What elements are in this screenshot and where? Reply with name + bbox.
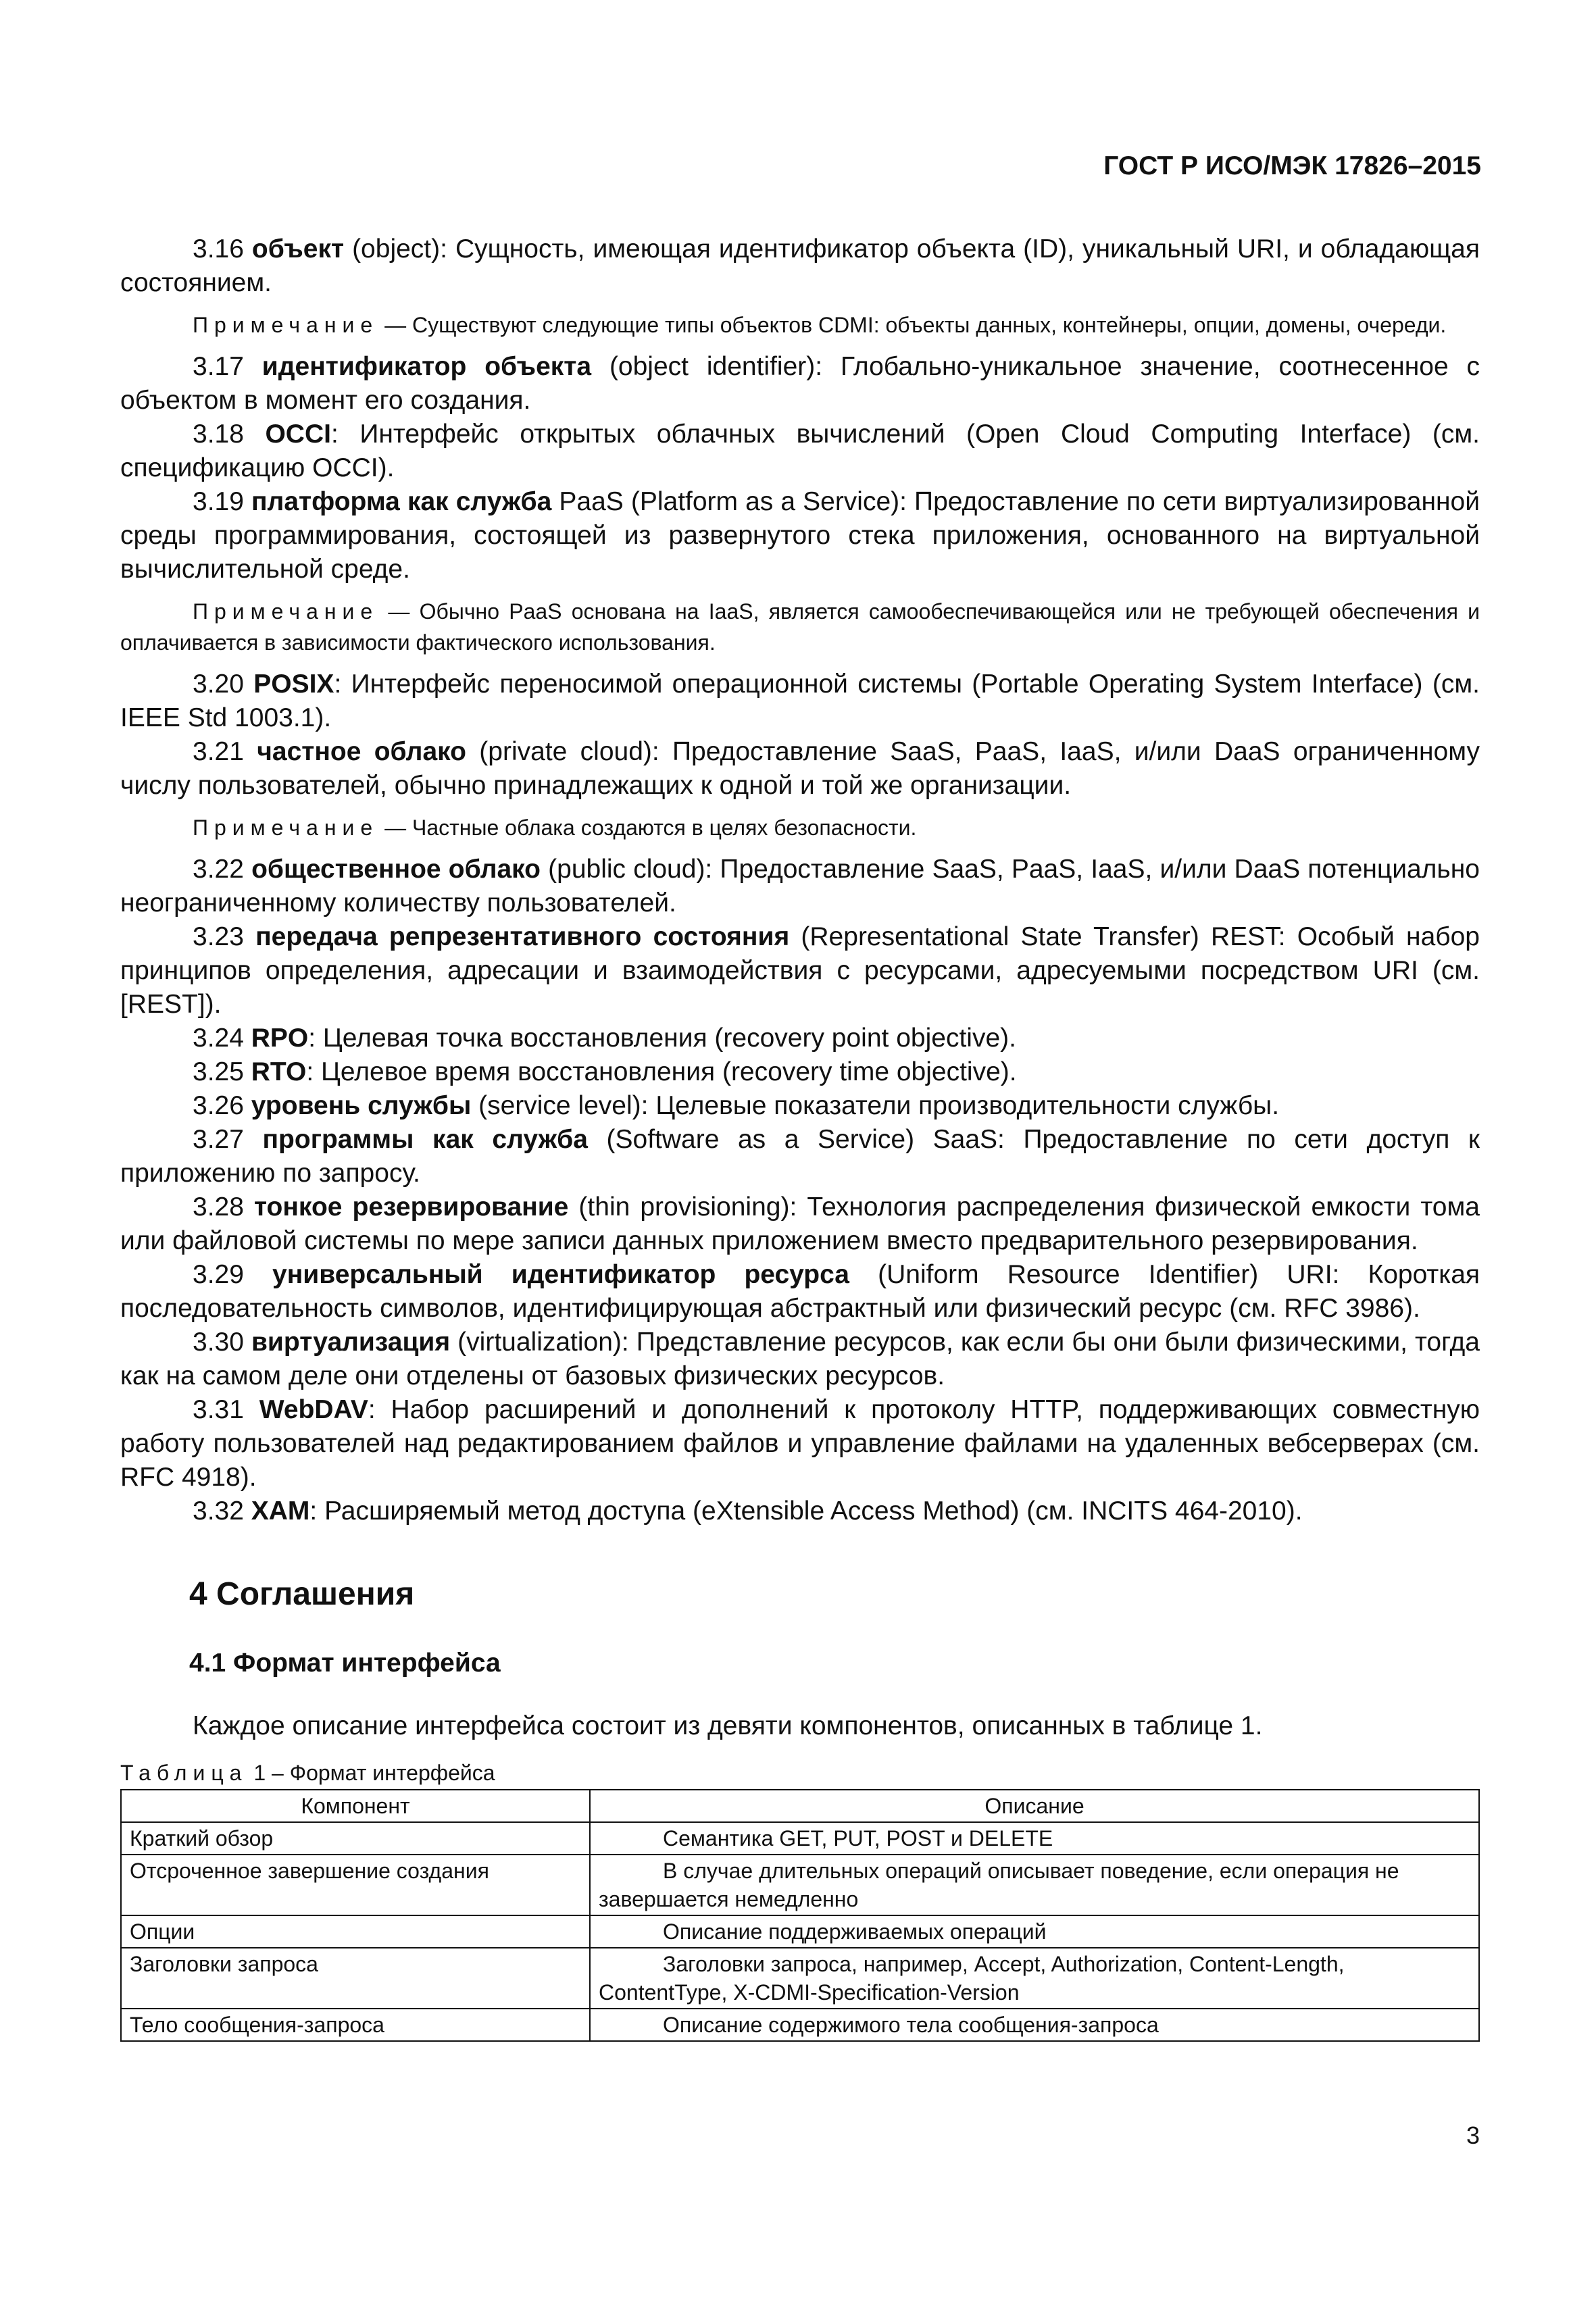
term-text: : Интерфейс открытых облачных вычислений (Open Cloud Computing Interface) (см. спецификацию OCCI). (120, 420, 1480, 482)
term-name: передача репрезентативного состояния (255, 922, 790, 951)
term-text: (virtualization): Представление ресурсов, как если бы они были физическими, тогда как на самом деле они отделены от базовых физических ресурсов. (120, 1328, 1480, 1390)
term-number: 3.27 (193, 1125, 244, 1154)
term-definition (120, 853, 1480, 920)
term-text: (Software as a Service) SaaS: Предоставление по сети доступ к приложению по запросу. (120, 1125, 1480, 1188)
term-number: 3.26 (193, 1091, 244, 1120)
term-note (120, 309, 1480, 341)
note-text: Частные облака создаются в целях безопасности. (412, 815, 917, 840)
term-definition (120, 735, 1480, 803)
term-definition (120, 1393, 1480, 1494)
term-text: (public cloud): Предоставление SaaS, PaaS, IaaS, и/или DaaS потенциально неограниченному количеству пользователей. (120, 855, 1480, 917)
term-name: POSIX (253, 670, 334, 699)
term-name: XAM (251, 1496, 310, 1526)
page-number: 3 (1466, 2121, 1480, 2149)
note-text: Обычно PaaS основана на IaaS, является самообеспечивающейся или не требующей обеспечения и оплачивается в зависимости фактического использования. (120, 599, 1480, 655)
document-header: ГОСТ Р ИСО/МЭК 17826–2015 (1103, 151, 1481, 180)
note-dash: — (378, 815, 412, 840)
term-definition (120, 485, 1480, 586)
term-note (120, 812, 1480, 843)
term-text: (thin provisioning): Технология распределения физической емкости тома или файловой системы по мере записи данных приложением вместо предварительного резервирования. (120, 1192, 1480, 1255)
term-name: общественное облако (251, 855, 541, 884)
term-definition (120, 1326, 1480, 1393)
note-dash: — (378, 313, 412, 337)
table-cell-component: Опции (121, 1915, 590, 1948)
term-text: : Расширяемый метод доступа (eXtensible Access Method) (см. INCITS 464-2010). (309, 1496, 1303, 1526)
term-text: (Representational State Transfer) REST: Особый набор принципов определения, адресации и взаимодействия с ресурсами, адресуемыми посредством URI (см. [REST]). (120, 922, 1480, 1019)
term-name: RPO (251, 1024, 309, 1053)
term-name: уровень службы (251, 1091, 472, 1120)
interface-format-table (120, 1789, 1480, 2042)
term-text: (service level): Целевые показатели производительности службы. (471, 1091, 1280, 1120)
term-name: универсальный идентификатор ресурса (272, 1260, 849, 1289)
table-cell-component: Тело сообщения-запроса (121, 2009, 590, 2041)
term-text: : Набор расширений и дополнений к протоколу HTTP, поддерживающих совместную работу пользователей над редактированием файлов и управление файлами на удаленных вебсерверах (см. RFC 4918). (120, 1395, 1480, 1492)
term-number: 3.20 (193, 670, 244, 699)
term-name: частное облако (257, 737, 466, 766)
table-cell-description: Семантика GET, PUT, POST и DELETE (590, 1822, 1479, 1855)
table-row (121, 1915, 1479, 1948)
term-note (120, 596, 1480, 658)
term-name: тонкое резервирование (253, 1192, 569, 1222)
term-number: 3.31 (193, 1395, 244, 1424)
term-number: 3.18 (193, 420, 244, 449)
term-text: : Интерфейс переносимой операционной системы (Portable Operating System Interface) (см. IEEE Std 1003.1). (120, 670, 1480, 732)
term-number: 3.21 (193, 737, 244, 766)
term-text: : Целевая точка восстановления (recovery point objective). (308, 1024, 1016, 1053)
subsection-heading: 4.1 Формат интерфейса (189, 1649, 501, 1678)
term-text: (private cloud): Предоставление SaaS, PaaS, IaaS, и/или DaaS ограниченному числу пользователей, обычно принадлежащих к одной и той же организации. (120, 737, 1480, 800)
term-definition (120, 1055, 1480, 1089)
term-text: (object identifier): Глобально-уникальное значение, соотнесенное с объектом в момент его создания. (120, 352, 1480, 415)
table-cell-description: Описание содержимого тела сообщения-запроса (590, 2009, 1479, 2041)
term-number: 3.23 (193, 922, 244, 951)
term-name: виртуализация (251, 1328, 451, 1357)
term-text: (Uniform Resource Identifier) URI: Короткая последовательность символов, идентифицирующая абстрактный или физический ресурс (см. RFC 3986). (120, 1260, 1480, 1323)
table-row (121, 2009, 1479, 2041)
term-number: 3.30 (193, 1328, 244, 1357)
term-number: 3.25 (193, 1057, 244, 1086)
table-row (121, 1822, 1479, 1855)
term-name: программы как служба (262, 1125, 588, 1154)
note-label: Примечание (193, 599, 379, 624)
term-definition (120, 232, 1480, 300)
term-definition (120, 1089, 1480, 1123)
note-label: Примечание (193, 815, 379, 840)
table-cell-description: В случае длительных операций описывает поведение, если операция не завершается немедленно (590, 1855, 1479, 1915)
table-caption-text: 1 – Формат интерфейса (247, 1761, 495, 1785)
term-definition (120, 1494, 1480, 1528)
table-cell-component: Отсроченное завершение создания (121, 1855, 590, 1915)
term-definition (120, 1258, 1480, 1326)
term-name: RTO (251, 1057, 307, 1086)
term-number: 3.32 (193, 1496, 244, 1526)
table-row (121, 1855, 1479, 1915)
section-intro: Каждое описание интерфейса состоит из девяти компонентов, описанных в таблице 1. (193, 1711, 1263, 1740)
term-number: 3.19 (193, 487, 244, 516)
term-number: 3.16 (193, 234, 244, 263)
term-number: 3.28 (193, 1192, 244, 1222)
term-text: (object): Сущность, имеющая идентификатор объекта (ID), уникальный URI, и обладающая состоянием. (120, 234, 1480, 297)
table-header-description: Описание (590, 1790, 1479, 1822)
note-dash: — (378, 599, 420, 624)
table-cell-component: Заголовки запроса (121, 1948, 590, 2009)
term-name: объект (251, 234, 345, 263)
table-header-row (121, 1790, 1479, 1822)
table-caption-label: Таблица (120, 1761, 248, 1785)
note-label: Примечание (193, 313, 379, 337)
section-heading: 4 Соглашения (189, 1576, 415, 1612)
term-text: PaaS (Platform as a Service): Предоставление по сети виртуализированной среды программирования, состоящей из развернутого стека приложения, основанного на виртуальной вычислительной среде. (120, 487, 1480, 584)
term-text: : Целевое время восстановления (recovery time objective). (306, 1057, 1017, 1086)
term-definition (120, 350, 1480, 418)
term-number: 3.22 (193, 855, 244, 884)
term-number: 3.17 (193, 352, 244, 381)
term-name: OCCI (265, 420, 331, 449)
term-number: 3.24 (193, 1024, 244, 1053)
term-name: идентификатор объекта (261, 352, 592, 381)
terms-list (120, 232, 1480, 1528)
term-name: платформа как служба (251, 487, 552, 516)
table-cell-component: Краткий обзор (121, 1822, 590, 1855)
term-definition (120, 1190, 1480, 1258)
term-definition (120, 418, 1480, 485)
table-row (121, 1948, 1479, 2009)
table-header-component: Компонент (121, 1790, 590, 1822)
term-definition (120, 920, 1480, 1022)
term-name: WebDAV (259, 1395, 368, 1424)
table-caption (120, 1759, 1480, 1786)
term-number: 3.29 (193, 1260, 244, 1289)
term-definition (120, 1123, 1480, 1190)
table-cell-description: Заголовки запроса, например, Accept, Authorization, Content-Length, ContentType, X-CDMI-Specification-Version (590, 1948, 1479, 2009)
term-definition (120, 668, 1480, 735)
term-definition (120, 1022, 1480, 1055)
table-cell-description: Описание поддерживаемых операций (590, 1915, 1479, 1948)
page-content (120, 232, 1480, 2042)
note-text: Существуют следующие типы объектов CDMI: объекты данных, контейнеры, опции, домены, очереди. (412, 313, 1447, 337)
